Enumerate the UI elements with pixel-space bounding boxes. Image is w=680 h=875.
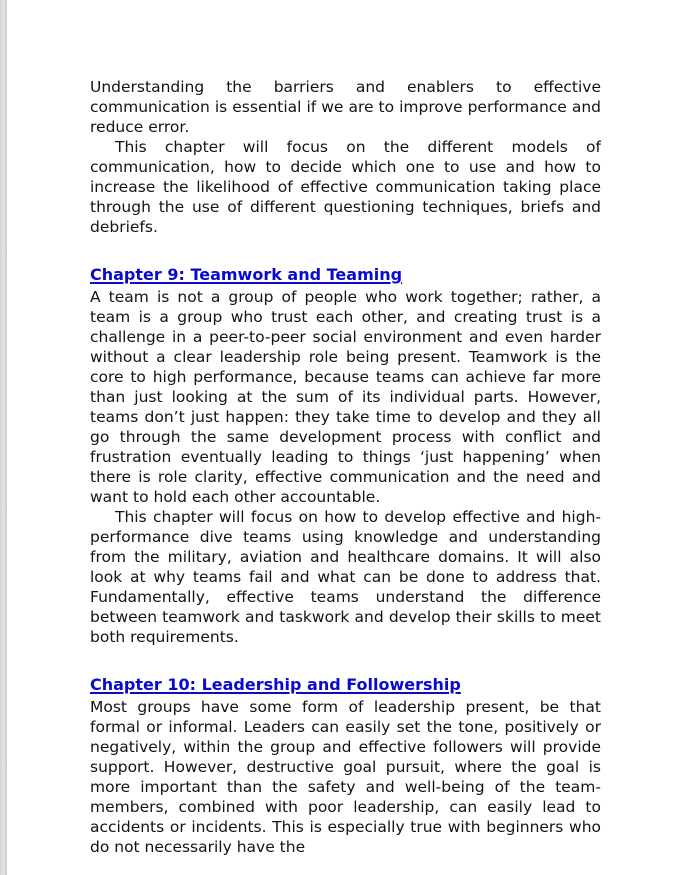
paragraph-leadership-intro: Most groups have some form of leadership present, be that formal or informal. Leaders can easily set the tone, positively or negatively, within the group and effective followers will provide support. However, destructive goal pursuit, where the goal is more important than the safety and well-being of the team-members, combined with poor leadership, can easily lead to accidents or incidents. This is especially true with beginners who do not necessarily have the: [90, 698, 601, 856]
paragraph-teamwork-definition: A team is not a group of people who work together; rather, a team is a group who trust each other, and creating trust is a challenge in a peer-to-peer social environment and even harder without a clear leadership role being present. Teamwork is the core to high performance, because teams can achieve far more than just looking at the sum of its individual parts. However, teams don’t just happen: they take time to develop and they all go through the same development process with conflict and frustration eventually leading to things ‘just happening’ when there is role clarity, effective communication and the need and want to hold each other accountable.: [90, 288, 601, 506]
chapter-9-heading-link[interactable]: Chapter 9: Teamwork and Teaming: [90, 265, 403, 284]
paragraph-communication-chapter-focus: This chapter will focus on the different models of communication, how to decide which one to use and how to increase the likelihood of effective communication taking place through the use of different questioning techniques, briefs and debriefs.: [90, 138, 601, 236]
page-content: [90, 77, 601, 857]
paragraph-teamwork-chapter-focus: This chapter will focus on how to develop effective and high-performance dive teams using knowledge and understanding from the military, aviation and healthcare domains. It will also look at why teams fail and what can be done to address that. Fundamentally, effective teams understand the difference between teamwork and taskwork and develop their skills to meet both requirements.: [90, 508, 601, 646]
paragraph-communication-intro: Understanding the barriers and enablers to effective communication is essential if we are to improve performance and reduce error.: [90, 78, 601, 136]
chapter-10-heading-link[interactable]: Chapter 10: Leadership and Followership: [90, 675, 461, 694]
page-left-scan-edge: [0, 0, 7, 875]
